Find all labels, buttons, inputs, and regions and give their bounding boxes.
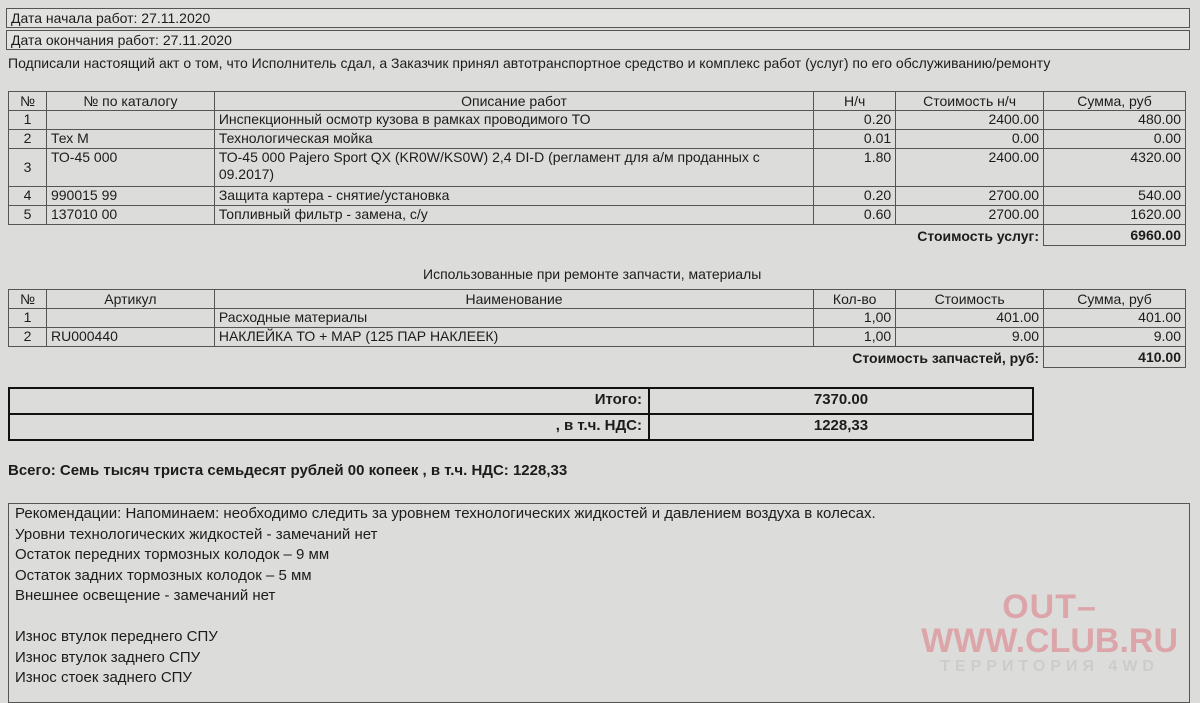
row-rate: 2700.00: [896, 206, 1044, 225]
row-num: 4: [9, 187, 47, 206]
row-rate: 2700.00: [896, 187, 1044, 206]
recommendation-line: Износ втулок переднего СПУ: [15, 628, 218, 645]
col-num: №: [9, 92, 47, 111]
parts-total-label: Стоимость запчастей, руб:: [852, 350, 1040, 366]
col-qty: Кол-во: [814, 290, 896, 309]
col-article: Артикул: [46, 290, 214, 309]
row-catalog: ТО-45 000: [46, 149, 214, 187]
row-num: 5: [9, 206, 47, 225]
row-price: 401.00: [896, 309, 1044, 328]
grand-total-value: 7370.00: [813, 391, 869, 408]
recommendation-line: Износ стоек заднего СПУ: [15, 669, 192, 686]
row-sum: 480.00: [1044, 111, 1186, 130]
row-price: 9.00: [896, 328, 1044, 347]
works-total-value: 6960.00: [1044, 225, 1186, 246]
row-description: Технологическая мойка: [214, 130, 813, 149]
row-catalog: Тех М: [46, 130, 214, 149]
row-sum: 1620.00: [1044, 206, 1186, 225]
parts-header-row: [9, 290, 1186, 309]
row-hours: 0.20: [814, 111, 896, 130]
row-rate: 0.00: [896, 130, 1044, 149]
recommendation-line: Рекомендации: Напоминаем: необходимо следить за уровнем технологических жидкостей и давлением воздуха в колесах.: [15, 505, 876, 522]
row-hours: 1.80: [814, 149, 896, 187]
row-hours: 0.01: [814, 130, 896, 149]
works-header-row: [9, 92, 1186, 111]
recommendation-line: Уровни технологических жидкостей - замечаний нет: [15, 525, 378, 543]
end-date: Дата окончания работ: 27.11.2020: [6, 30, 1190, 50]
table-row: [9, 149, 1186, 187]
table-row: [9, 328, 1186, 347]
row-description: Защита картера - снятие/установка: [214, 187, 813, 206]
grand-total-label: Итого:: [10, 389, 650, 413]
total-in-words: Всего: Семь тысяч триста семьдесят рублей 00 копеек , в т.ч. НДС: 1228,33: [8, 462, 568, 479]
row-rate: 2400.00: [896, 111, 1044, 130]
row-hours: 0.60: [814, 206, 896, 225]
col-sum: Сумма, руб: [1044, 290, 1186, 309]
row-description: Инспекционный осмотр кузова в рамках проводимого ТО: [214, 111, 813, 130]
col-num: №: [9, 290, 47, 309]
watermark-line: OUT–: [1002, 588, 1097, 626]
act-intro-text: Подписали настоящий акт о том, что Исполнитель сдал, а Заказчик принял автотранспортное средство и комплекс работ (услуг) по его обслуживанию/ремонту: [8, 55, 1051, 71]
row-rate: 2400.00: [896, 149, 1044, 187]
parts-total-value: 410.00: [1044, 347, 1186, 368]
row-num: 2: [9, 130, 47, 149]
col-catalog: № по каталогу: [46, 92, 214, 111]
row-num: 1: [9, 111, 47, 130]
watermark-line: WWW.CLUB.RU: [921, 622, 1178, 660]
row-description: ТО-45 000 Pajero Sport QX (KR0W/KS0W) 2,4 DI-D (регламент для а/м проданных с 09.2017): [214, 149, 813, 187]
row-qty: 1,00: [814, 328, 896, 347]
col-price: Стоимость: [896, 290, 1044, 309]
recommendation-line: Внешнее освещение - замечаний нет: [15, 587, 276, 604]
vat-value: 1228,33: [813, 417, 869, 434]
recommendation-line: Износ втулок заднего СПУ: [15, 648, 201, 666]
row-num: 2: [9, 328, 47, 347]
table-row: [9, 111, 1186, 130]
watermark-line: ТЕРРИТОРИЯ 4WD: [940, 658, 1159, 675]
table-row: [9, 187, 1186, 206]
row-hours: 0.20: [814, 187, 896, 206]
table-row: [9, 130, 1186, 149]
table-row: [9, 206, 1186, 225]
grand-total-row: [10, 389, 1032, 413]
row-sum: 9.00: [1044, 328, 1186, 347]
row-article: [46, 309, 214, 328]
row-sum: 540.00: [1044, 187, 1186, 206]
row-num: 1: [9, 309, 47, 328]
row-description: Топливный фильтр - замена, с/у: [214, 206, 813, 225]
start-date: Дата начала работ: 27.11.2020: [6, 8, 1190, 28]
table-row: [9, 309, 1186, 328]
parts-total-row: [9, 347, 1186, 368]
col-description: Описание работ: [214, 92, 813, 111]
col-name: Наименование: [214, 290, 813, 309]
parts-table: [8, 289, 1186, 368]
row-sum: 4320.00: [1044, 149, 1186, 187]
vat-row: [10, 413, 1032, 439]
works-table: [8, 91, 1186, 246]
row-article: RU000440: [46, 328, 214, 347]
parts-caption: Использованные при ремонте запчасти, материалы: [423, 266, 762, 282]
col-sum: Сумма, руб: [1044, 92, 1186, 111]
row-catalog: 990015 99: [46, 187, 214, 206]
row-qty: 1,00: [814, 309, 896, 328]
watermark-logo: [921, 590, 1178, 676]
row-catalog: 137010 00: [46, 206, 214, 225]
recommendation-line: Остаток передних тормозных колодок – 9 мм: [15, 546, 330, 563]
col-rate: Стоимость н/ч: [896, 92, 1044, 111]
row-sum: 401.00: [1044, 309, 1186, 328]
works-total-row: [9, 225, 1186, 246]
row-name: НАКЛЕЙКА ТО + МАР (125 ПАР НАКЛЕЕК): [214, 328, 813, 347]
row-catalog: [46, 111, 214, 130]
row-name: Расходные материалы: [214, 309, 813, 328]
row-num: 3: [9, 149, 47, 187]
works-total-label: Стоимость услуг:: [917, 228, 1040, 244]
vat-label: , в т.ч. НДС:: [10, 415, 650, 439]
recommendation-line: Остаток задних тормозных колодок – 5 мм: [15, 566, 312, 584]
col-hours: Н/ч: [814, 92, 896, 111]
totals-box: [8, 387, 1034, 441]
row-sum: 0.00: [1044, 130, 1186, 149]
